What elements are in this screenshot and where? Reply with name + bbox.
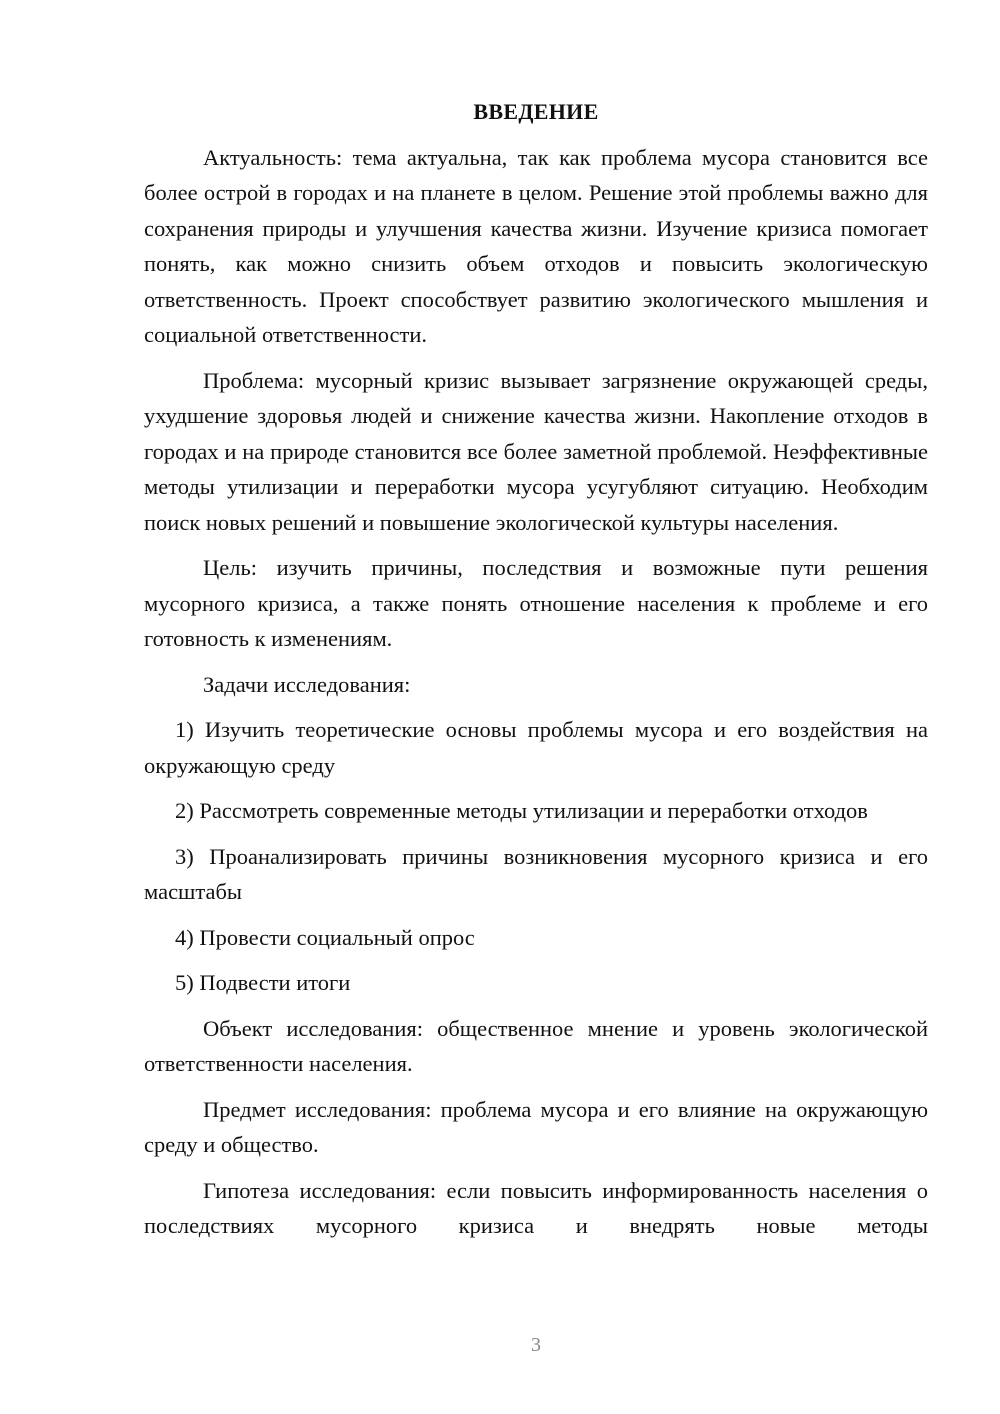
goal-paragraph: Цель: изучить причины, последствия и возможные пути решения мусорного кризиса, а также понять отношение населения к проблеме и его готовность к изменениям. — [144, 555, 928, 651]
tasks-heading: Задачи исследования: — [203, 671, 411, 697]
task-item: 1) Изучить теоретические основы проблемы мусора и его воздействия на окружающую среду — [144, 717, 928, 778]
relevance-paragraph: Актуальность: тема актуальна, так как проблема мусора становится все более острой в городах и на планете в целом. Решение этой проблемы важно для сохранения природы и улучшения качества жизни. Изучение кризиса помогает понять, как можно снизить объем отходов и повысить экологическую ответственность. Проект способствует развитию экологического мышления и социальной ответственности. — [144, 144, 928, 347]
hypothesis-paragraph: Гипотеза исследования: если повысить информированность населения о последствиях мусорного кризиса и внедрять новые методы — [144, 1177, 928, 1238]
task-item: 2) Рассмотреть современные методы утилизации и переработки отходов — [175, 798, 868, 823]
problem-paragraph: Проблема: мусорный кризис вызывает загрязнение окружающей среды, ухудшение здоровья людей и снижение качества жизни. Накопление отходов в городах и на природе становится все более заметной проблемой. Неэффективные методы утилизации и переработки мусора усугубляют ситуацию. Необходим поиск новых решений и повышение экологической культуры населения. — [144, 367, 928, 535]
page-content — [144, 94, 928, 1244]
task-item: 5) Подвести итоги — [175, 970, 351, 995]
section-title: ВВЕДЕНИЕ — [473, 99, 599, 124]
subject-paragraph: Предмет исследования: проблема мусора и его влияние на окружающую среду и общество. — [144, 1096, 928, 1157]
object-paragraph: Объект исследования: общественное мнение и уровень экологической ответственности населения. — [144, 1015, 928, 1076]
task-item: 3) Проанализировать причины возникновения мусорного кризиса и его масштабы — [144, 843, 928, 904]
page-number: 3 — [531, 1334, 541, 1356]
task-item: 4) Провести социальный опрос — [175, 924, 475, 950]
